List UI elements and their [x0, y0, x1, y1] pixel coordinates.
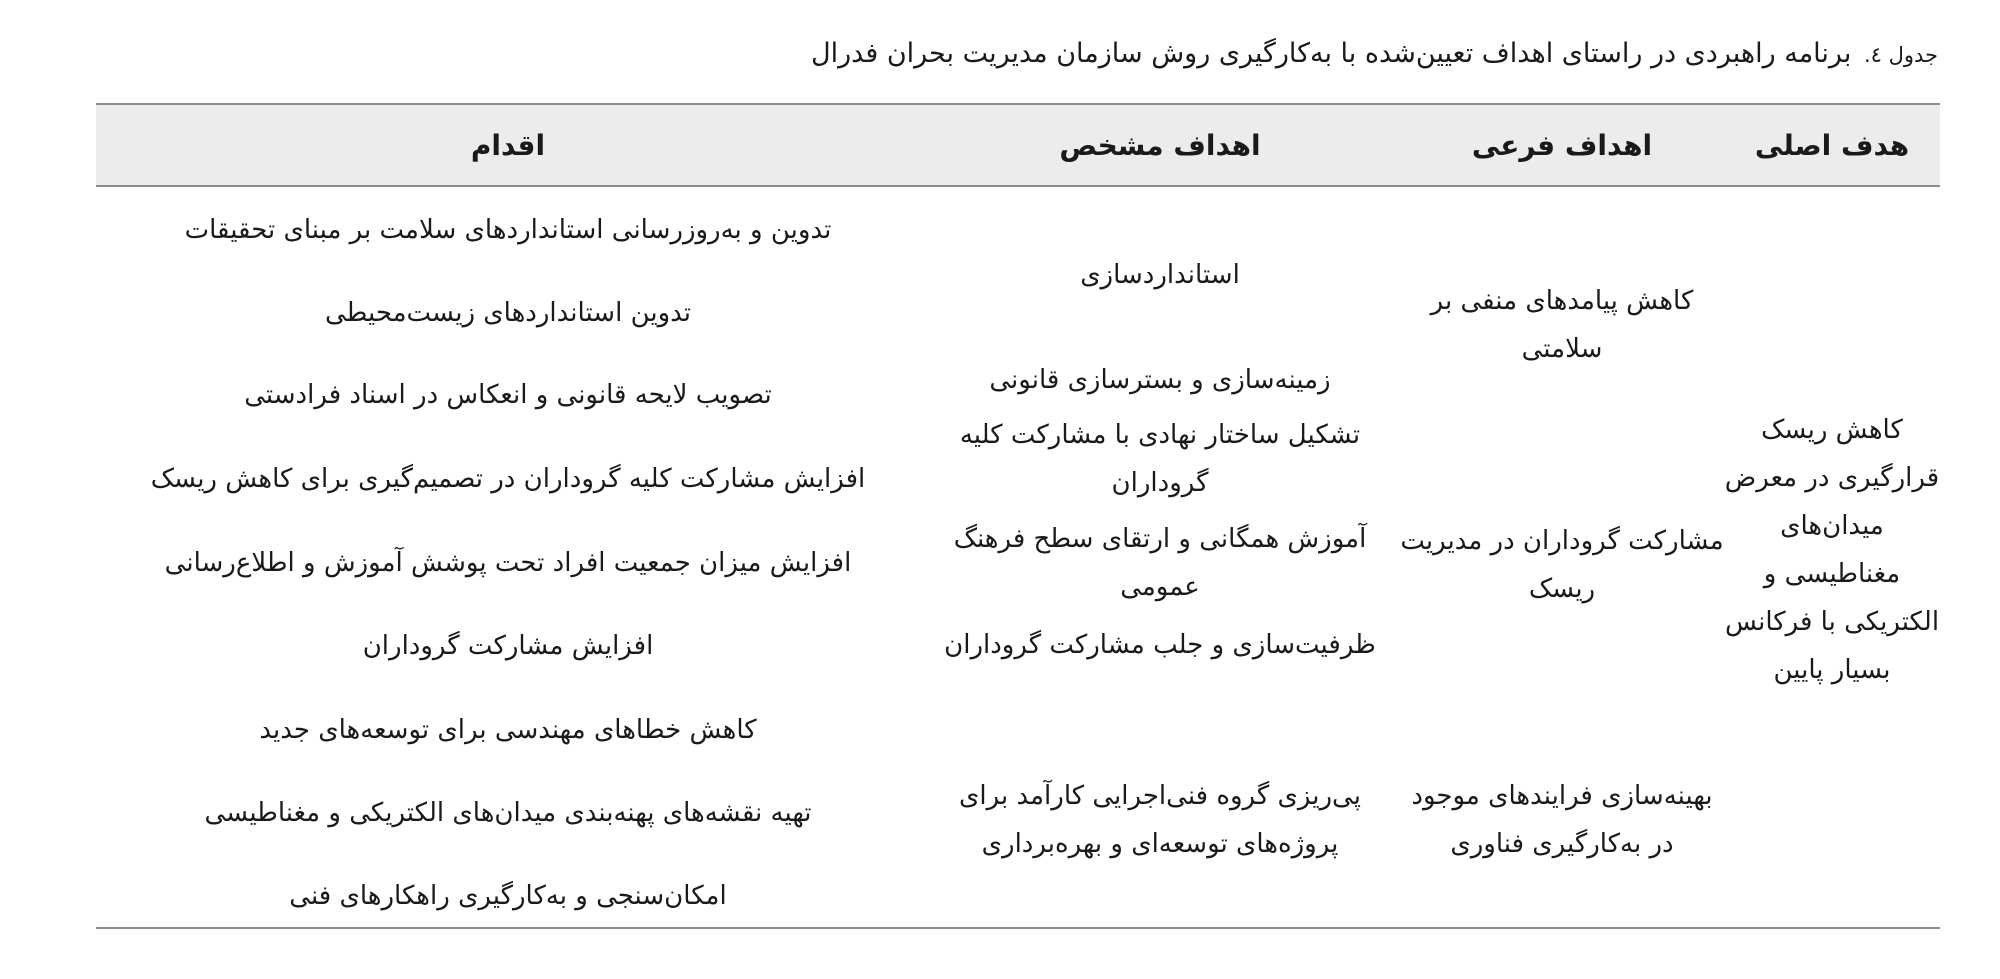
action-cell-2: تدوین استانداردهای زیست‌محیطی	[324, 298, 692, 328]
table-number: جدول ٤.	[1863, 43, 1938, 67]
action-cell-4: افزایش مشارکت کلیه گروداران در تصمیم‌گیری برای کاهش ریسک	[150, 464, 866, 494]
header-specific-goals: اهداف مشخص	[1059, 128, 1261, 162]
action-cell-3: تصویب لایحه قانونی و انعکاس در اسناد فرادستی	[244, 380, 772, 410]
specific-goal-cell-1: استانداردسازی	[1080, 260, 1240, 290]
table-title: برنامه راهبردی در راستای اهداف تعیین‌شده با به‌کارگیری روش سازمان مدیریت بحران فدرال	[811, 38, 1852, 69]
sub-goal-cell-3: بهینه‌سازی فرایندهای موجود در به‌کارگیری فناوری	[1411, 781, 1713, 859]
header-sub-goals: اهداف فرعی	[1471, 128, 1653, 162]
action-cell-1: تدوین و به‌روزرسانی استانداردهای سلامت بر مبنای تحقیقات	[184, 215, 832, 245]
table-caption	[38, 34, 1938, 75]
strategic-plan-table	[96, 103, 1940, 929]
specific-goal-cell-4: آموزش همگانی و ارتقای سطح فرهنگ عمومی	[953, 524, 1367, 602]
sub-goal-cell-2: مشارکت گروداران در مدیریت ریسک	[1400, 526, 1724, 604]
table-header-row	[96, 105, 1940, 187]
action-cell-8: تهیه نقشه‌های پهنه‌بندی میدان‌های الکتریکی و مغناطیسی	[204, 798, 812, 828]
sub-goal-cell-1: کاهش پیامدهای منفی بر سلامتی	[1430, 286, 1694, 364]
action-cell-9: امکان‌سنجی و به‌کارگیری راهکارهای فنی	[289, 881, 727, 911]
specific-goal-cell-2: زمینه‌سازی و بسترسازی قانونی	[989, 365, 1331, 395]
action-cell-6: افزایش مشارکت گروداران	[362, 631, 654, 661]
action-cell-5: افزایش میزان جمعیت افراد تحت پوشش آموزش و اطلاع‌رسانی	[164, 548, 852, 578]
action-cell-7: کاهش خطاهای مهندسی برای توسعه‌های جدید	[259, 715, 757, 745]
specific-goal-cell-6: پی‌ریزی گروه فنی‌اجرایی کارآمد برای پروژه‌های توسعه‌ای و بهره‌برداری	[959, 781, 1361, 859]
main-goal-cell: کاهش ریسک قرارگیری در معرض میدان‌های مغناطیسی و الکتریکی با فرکانس بسیار پایین	[1724, 415, 1940, 685]
header-main-goal: هدف اصلی	[1754, 128, 1910, 162]
specific-goal-cell-5: ظرفیت‌سازی و جلب مشارکت گروداران	[944, 630, 1376, 660]
specific-goal-cell-3: تشکیل ساختار نهادی با مشارکت کلیه گروداران	[959, 420, 1361, 498]
header-actions: اقدام	[470, 128, 546, 162]
